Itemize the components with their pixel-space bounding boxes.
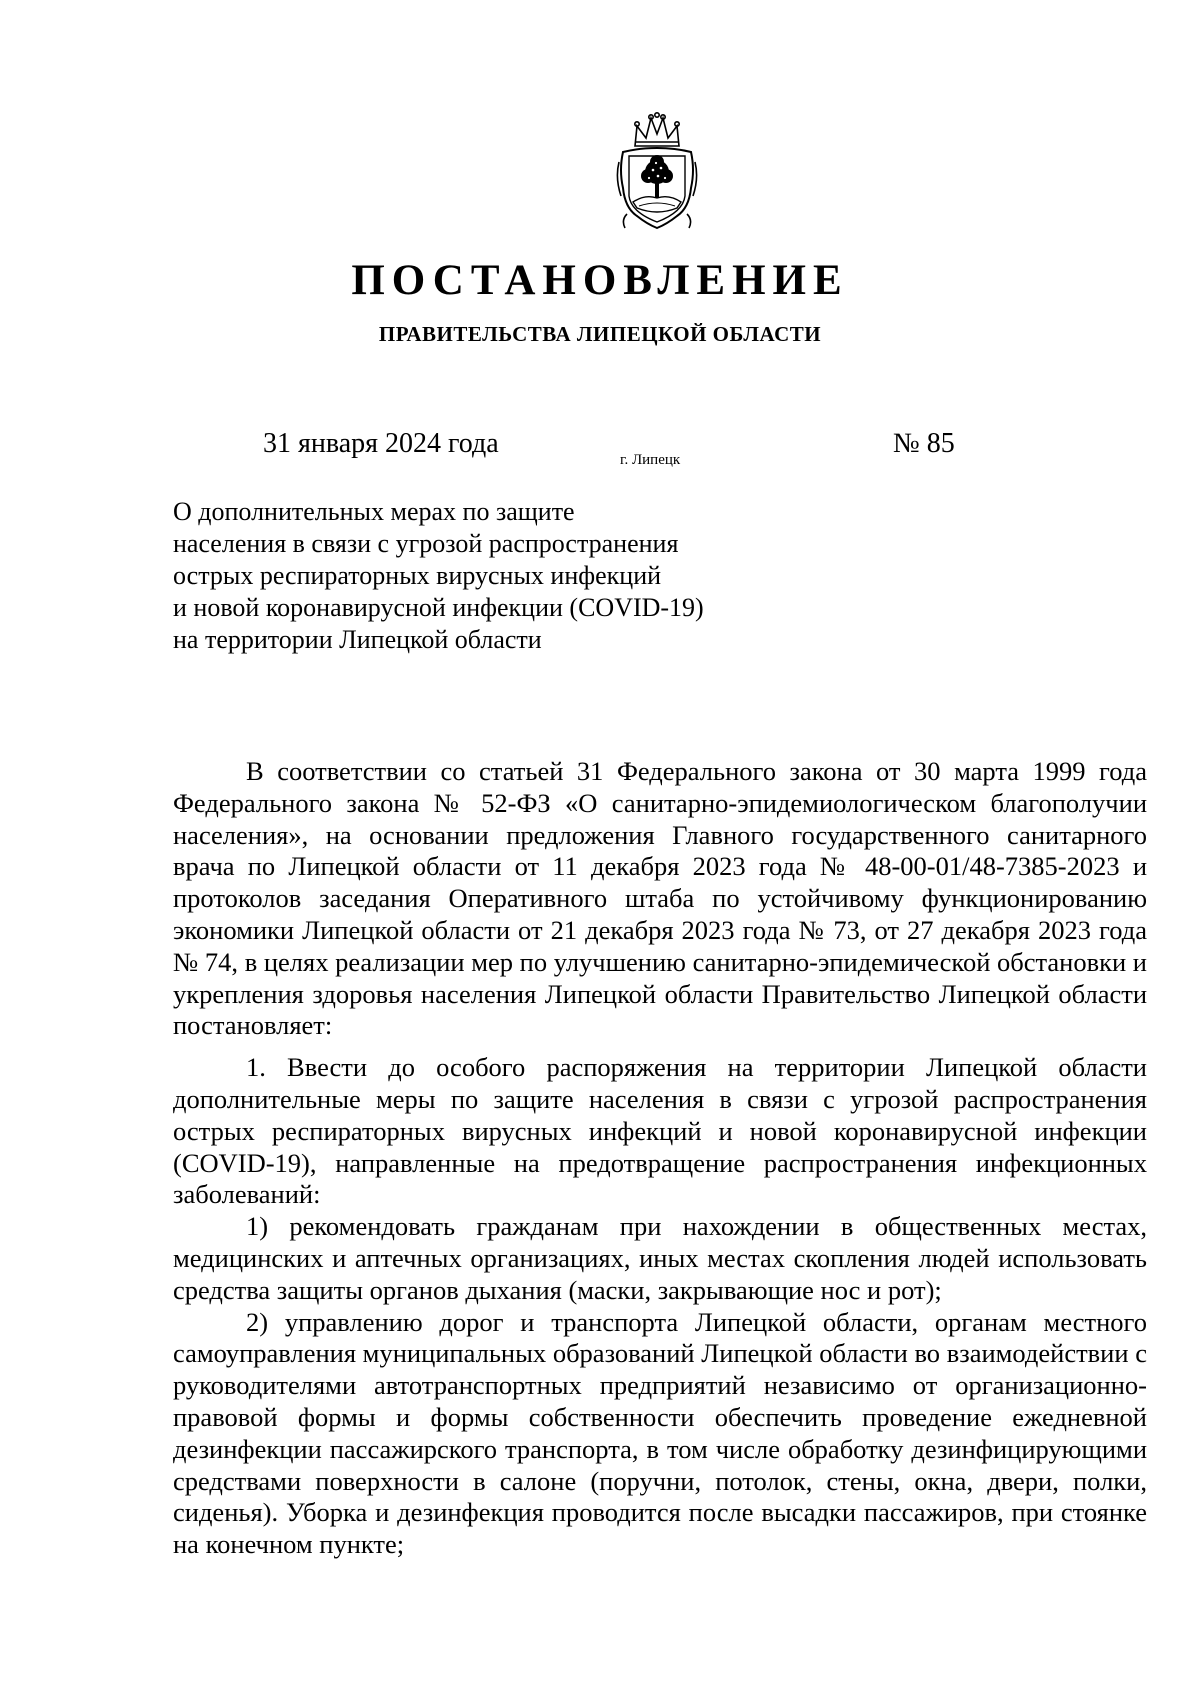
document-title: ПОСТАНОВЛЕНИЕ [351, 257, 849, 304]
subject-line: О дополнительных мерах по защите [173, 497, 575, 526]
document-number: № 85 [893, 428, 955, 459]
clause-1-1-paragraph: 1) рекомендовать гражданам при нахождении в общественных местах, медицинских и аптечных организациях, иных местах скопления людей использовать средства защиты органов дыхания (маски, закрывающие нос и рот); [173, 1211, 1147, 1305]
subject-line: населения в связи с угрозой распространения [173, 529, 679, 558]
issuing-authority: ПРАВИТЕЛЬСТВА ЛИПЕЦКОЙ ОБЛАСТИ [378, 322, 822, 346]
document-date: 31 января 2024 года [263, 428, 499, 459]
subject-line: острых респираторных вирусных инфекций [173, 561, 662, 590]
subject-line: и новой коронавирусной инфекции (COVID-19) [173, 593, 704, 622]
lipetsk-coat-of-arms-icon [615, 112, 699, 236]
document-city: г. Липецк [620, 452, 681, 468]
document-body [173, 756, 1147, 1561]
clause-1-paragraph: 1. Ввести до особого распоряжения на территории Липецкой области дополнительные меры по защите населения в связи с угрозой распространения острых респираторных вирусных инфекций и новой коронавирусной инфекции (COVID-19), направленные на предотвращение распространения инфекционных заболеваний: [173, 1052, 1147, 1210]
clause-1-2-paragraph: 2) управлению дорог и транспорта Липецкой области, органам местного самоуправления муниципальных образований Липецкой области во взаимодействии с руководителями автотранспортных предприятий независимо от организационно-правовой формы и формы собственности обеспечить проведение ежедневной дезинфекции пассажирского транспорта, в том числе обработку дезинфицирующими средствами поверхности в салоне (поручни, потолок, стены, окна, двери, полки, сиденья). Уборка и дезинфекция проводится после высадки пассажиров, при стоянке на конечном пункте; [173, 1306, 1147, 1560]
document-subject [173, 496, 873, 656]
subject-line: на территории Липецкой области [173, 625, 542, 654]
preamble-paragraph: В соответствии со статьей 31 Федерального закона от 30 марта 1999 года Федерального закона № 52-ФЗ «О санитарно-эпидемиологическом благополучии населения», на основании предложения Главного государственного санитарного врача по Липецкой области от 11 декабря 2023 года № 48-00-01/48-7385-2023 и протоколов заседания Оперативного штаба по устойчивому функционированию экономики Липецкой области от 21 декабря 2023 года № 73, от 27 декабря 2023 года № 74, в целях реализации мер по улучшению санитарно-эпидемической обстановки и укрепления здоровья населения Липецкой области Правительство Липецкой области постановляет: [173, 756, 1147, 1041]
